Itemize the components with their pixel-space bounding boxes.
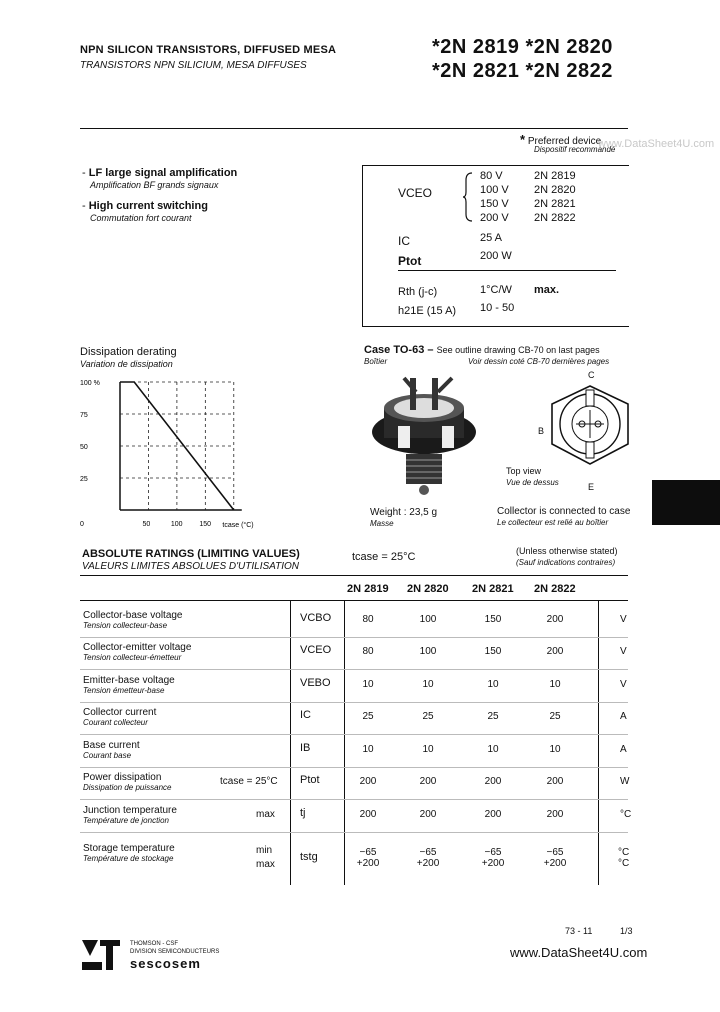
- brand-logo: sescosem: [130, 956, 201, 971]
- footer-watermark: www.DataSheet4U.com: [510, 945, 648, 960]
- param-unit: W: [620, 776, 630, 787]
- param-value-min: −65: [359, 847, 377, 858]
- table-vline-1: [290, 600, 291, 885]
- title-en: NPN SILICON TRANSISTORS, DIFFUSED MESA: [80, 44, 337, 56]
- ratings-header-rule: [80, 600, 628, 601]
- param-value: 100: [419, 646, 437, 657]
- row-separator: [80, 637, 628, 638]
- param-condition: tcase = 25°C: [220, 776, 278, 787]
- top-view-label: Top view: [506, 466, 542, 476]
- param-unit: A: [620, 744, 627, 755]
- param-value-max: +200: [543, 858, 567, 869]
- vceo-value-4: 200 V: [480, 212, 509, 224]
- param-unit-max: °C: [618, 858, 630, 869]
- column-header: 2N 2822: [534, 583, 576, 595]
- preferred-device-fr: Dispositif recommandé: [534, 145, 616, 154]
- x-tick-label: 100: [170, 521, 183, 528]
- table-vline-2: [344, 600, 345, 885]
- rth-qualifier: max.: [534, 284, 560, 296]
- param-value: 10: [422, 679, 434, 690]
- ic-label: IC: [398, 234, 410, 248]
- vceo-part-3: 2N 2821: [534, 198, 576, 210]
- row-separator: [80, 767, 628, 768]
- y-tick-label: 25: [80, 476, 88, 483]
- rth-label: Rth (j-c): [398, 286, 438, 298]
- vceo-value-2: 100 V: [480, 184, 509, 196]
- y-tick-label: 50: [80, 444, 88, 451]
- ratings-title: ABSOLUTE RATINGS (LIMITING VALUES): [82, 548, 300, 560]
- feature-1-fr: Amplification BF grands signaux: [90, 180, 219, 190]
- pin-b-label: B: [538, 426, 545, 436]
- top-view-label-fr: Vue de dessus: [506, 478, 559, 487]
- derating-title-fr: Variation de dissipation: [80, 359, 173, 369]
- ratings-tcase: tcase = 25°C: [352, 551, 416, 563]
- boitier: Boîtier: [364, 357, 388, 366]
- vceo-label: VCEO: [398, 186, 433, 200]
- param-name: Collector current Courant collecteur: [83, 707, 157, 727]
- ratings-unless: (Unless otherwise stated): [516, 546, 618, 556]
- param-value: 150: [484, 646, 502, 657]
- table-vline-3: [598, 600, 599, 885]
- param-value: 10: [362, 744, 374, 755]
- to63-package-illustration: [364, 368, 484, 500]
- param-value-max: +200: [416, 858, 440, 869]
- param-symbol: tj: [300, 807, 306, 819]
- param-value: 200: [419, 776, 437, 787]
- param-name: Emitter-base voltage Tension émetteur-base: [83, 675, 175, 695]
- param-value-min: −65: [419, 847, 437, 858]
- param-value: 200: [419, 809, 437, 820]
- vceo-part-1: 2N 2819: [534, 170, 576, 182]
- pin-e-label: E: [588, 482, 595, 492]
- masse: Masse: [370, 519, 394, 528]
- param-value: 10: [362, 679, 374, 690]
- column-header: 2N 2820: [407, 583, 449, 595]
- feature-1: - LF large signal amplification: [82, 167, 238, 179]
- param-value: 200: [546, 809, 564, 820]
- param-value-min: −65: [546, 847, 564, 858]
- param-value-max: +200: [481, 858, 505, 869]
- param-unit: °C: [620, 809, 632, 820]
- param-condition-max: max: [256, 859, 275, 870]
- row-separator: [80, 799, 628, 800]
- param-symbol: IC: [300, 709, 311, 721]
- derating-title: Dissipation derating: [80, 346, 177, 358]
- param-value: 10: [487, 679, 499, 690]
- footer-page: 1/3: [620, 926, 633, 936]
- param-name: Base current Courant base: [83, 740, 140, 760]
- spec-divider: [398, 270, 616, 271]
- preferred-device-note: * Preferred device: [520, 132, 602, 147]
- param-symbol: Ptot: [300, 774, 320, 786]
- y-tick-label: 0: [80, 521, 84, 528]
- boitier-note: Voir dessin coté CB-70 dernières pages: [468, 357, 610, 366]
- vceo-part-2: 2N 2820: [534, 184, 576, 196]
- y-tick-label: 75: [80, 412, 88, 419]
- param-symbol: VCBO: [300, 612, 332, 624]
- param-name: Power dissipation Dissipation de puissance: [83, 772, 172, 792]
- footer-date: 73 - 11: [565, 926, 593, 936]
- param-value: 25: [487, 711, 499, 722]
- param-value: 200: [546, 646, 564, 657]
- param-value-max: +200: [356, 858, 380, 869]
- param-value: 100: [419, 614, 437, 625]
- header-rule: [80, 128, 628, 129]
- x-tick-label: 150: [199, 521, 212, 528]
- title-fr: TRANSISTORS NPN SILICIUM, MESA DIFFUSES: [80, 60, 307, 71]
- row-separator: [80, 702, 628, 703]
- param-unit: V: [620, 679, 627, 690]
- x-axis-label: tcase (°C): [222, 522, 254, 529]
- param-name: Collector-emitter voltage Tension collecteur-émetteur: [83, 642, 192, 662]
- h21e-value: 10 - 50: [480, 302, 515, 314]
- param-condition: max: [256, 809, 275, 820]
- param-value-min: −65: [484, 847, 502, 858]
- param-value: 200: [359, 776, 377, 787]
- watermark-top: www.DataSheet4U.com: [598, 138, 715, 150]
- param-symbol: IB: [300, 742, 311, 754]
- param-value: 80: [362, 614, 374, 625]
- derating-chart: [74, 372, 274, 542]
- asterisk-icon: *: [520, 132, 526, 147]
- param-unit-min: °C: [618, 847, 630, 858]
- ratings-title-fr: VALEURS LIMITES ABSOLUES D'UTILISATION: [82, 561, 299, 572]
- vceo-value-1: 80 V: [480, 170, 503, 182]
- weight: Weight : 23,5 g: [370, 507, 438, 518]
- top-view-drawing: [540, 368, 640, 488]
- param-symbol: tstg: [300, 851, 318, 863]
- rth-value: 1°C/W: [480, 284, 512, 296]
- param-unit: V: [620, 646, 627, 657]
- y-tick-label: 100 %: [80, 380, 100, 387]
- param-value: 10: [549, 679, 561, 690]
- collector-note: Collector is connected to case: [497, 506, 631, 517]
- ptot-value: 200 W: [480, 250, 512, 262]
- param-value: 25: [549, 711, 561, 722]
- param-value: 25: [362, 711, 374, 722]
- pin-c-label: C: [588, 370, 595, 380]
- parts-row-2: *2N 2821 *2N 2822: [432, 60, 613, 82]
- h21e-label: h21E (15 A): [398, 305, 457, 317]
- collector-note-fr: Le collecteur est relié au boîtier: [497, 518, 609, 527]
- param-symbol: VEBO: [300, 677, 331, 689]
- section-tab-marker: [652, 480, 720, 525]
- param-value: 80: [362, 646, 374, 657]
- row-separator: [80, 734, 628, 735]
- ic-value: 25 A: [480, 232, 503, 244]
- parts-row-1: *2N 2819 *2N 2820: [432, 36, 613, 58]
- case-line: Case TO-63 – See outline drawing CB-70 on last pages: [364, 344, 600, 356]
- ratings-rule-top: [80, 575, 628, 576]
- ptot-label: Ptot: [398, 254, 422, 268]
- param-value: 200: [484, 776, 502, 787]
- feature-2: - High current switching: [82, 200, 208, 212]
- vceo-brace: [462, 172, 476, 222]
- param-value: 200: [484, 809, 502, 820]
- param-value: 200: [546, 776, 564, 787]
- param-value: 200: [546, 614, 564, 625]
- param-unit: V: [620, 614, 627, 625]
- thomson-logo-icon: [80, 938, 122, 972]
- ratings-unless-fr: (Sauf indications contraires): [516, 558, 616, 567]
- param-condition-min: min: [256, 845, 273, 856]
- param-unit: A: [620, 711, 627, 722]
- feature-2-fr: Commutation fort courant: [90, 213, 192, 223]
- company-line-1: THOMSON - CSF: [130, 941, 178, 947]
- x-tick-label: 50: [142, 521, 151, 528]
- param-value: 25: [422, 711, 434, 722]
- param-name: Junction temperature Température de jonction: [83, 805, 177, 825]
- company-line-2: DIVISION SEMICONDUCTEURS: [130, 949, 220, 955]
- column-header: 2N 2821: [472, 583, 514, 595]
- param-value: 150: [484, 614, 502, 625]
- row-separator: [80, 669, 628, 670]
- vceo-value-3: 150 V: [480, 198, 509, 210]
- param-name: Storage temperature Température de stockage: [83, 843, 175, 863]
- param-symbol: VCEO: [300, 644, 332, 656]
- param-value: 200: [359, 809, 377, 820]
- param-name: Collector-base voltage Tension collecteur-base: [83, 610, 183, 630]
- param-value: 10: [549, 744, 561, 755]
- column-header: 2N 2819: [347, 583, 389, 595]
- row-separator: [80, 832, 628, 833]
- param-value: 10: [487, 744, 499, 755]
- param-value: 10: [422, 744, 434, 755]
- vceo-part-4: 2N 2822: [534, 212, 576, 224]
